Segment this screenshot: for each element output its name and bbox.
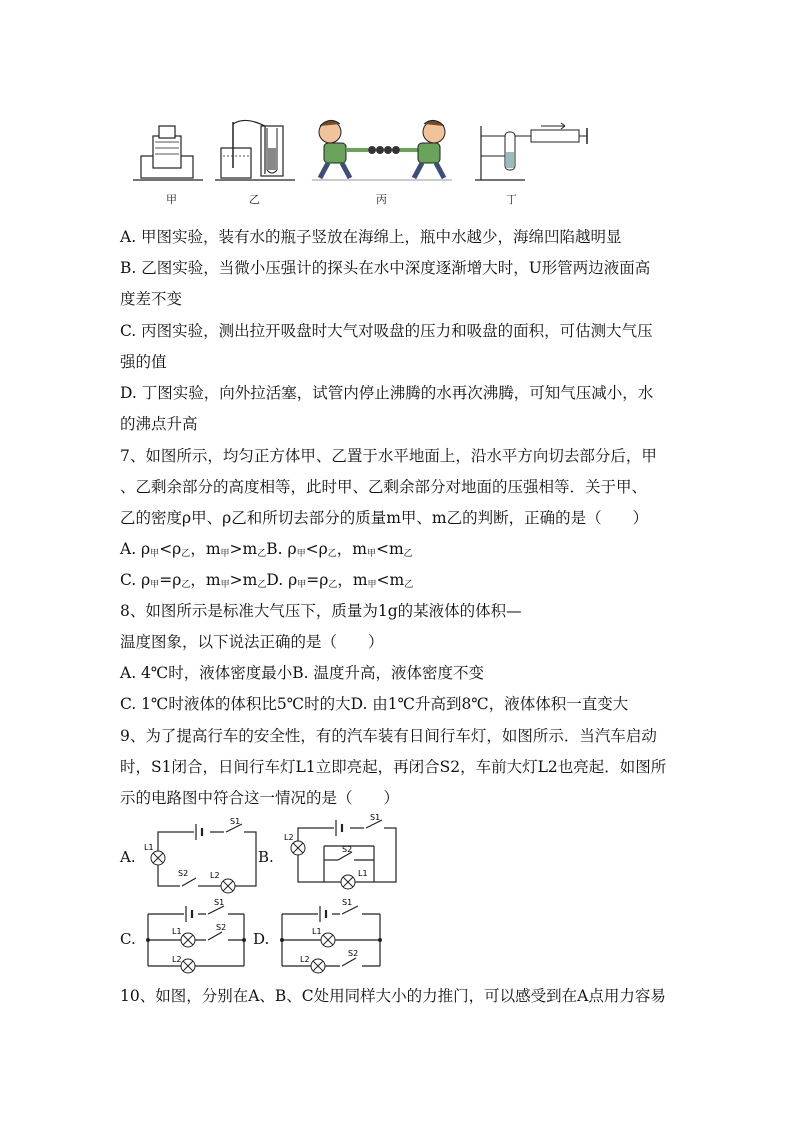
s1-label: S1 (230, 817, 241, 826)
l1-label: L1 (172, 927, 182, 936)
q6-option-d: D. 丁图实验，向外拉活塞，试管内停止沸腾的水再次沸腾，可知气压减小，水 (120, 384, 654, 402)
q7-stem-1: 7、如图所示，均匀正方体甲、乙置于水平地面上，沿水平方向切去部分后，甲 (120, 447, 657, 465)
s2-label: S2 (342, 845, 353, 854)
q9-circuit-a (144, 817, 264, 890)
s1-label: S1 (214, 898, 225, 907)
l2-label: L2 (284, 833, 294, 842)
q9-stem-1: 9、为了提高行车的安全性，有的汽车装有日间行车灯，如图所示．当汽车启动 (120, 727, 657, 745)
q9-option-d-label: D. (253, 930, 270, 948)
figure-label-ding: 丁 (506, 193, 517, 206)
q6-option-b: B. 乙图实验，当微小压强计的探头在水中深度逐渐增大时，U形管两边液面高 (120, 259, 651, 277)
q6-option-b-cont: 度差不变 (120, 290, 183, 308)
q9-stem-3: 示的电路图中符合这一情况的是（ ） (120, 789, 400, 807)
q9-circuit-d (278, 900, 388, 972)
q8-stem-1: 8、如图所示是标准大气压下，质量为1g的某液体的体积— (120, 602, 522, 620)
figure-label-yi: 乙 (249, 193, 260, 206)
l1-label: L1 (144, 843, 154, 852)
s2-label: S2 (216, 923, 227, 932)
figure-ding-syringe-boiling (475, 118, 590, 182)
q6-option-a: A. 甲图实验，装有水的瓶子竖放在海绵上，瓶中水越少，海绵凹陷越明显 (120, 228, 622, 246)
q9-circuit-c (144, 900, 254, 972)
figure-bing-suction-cup-pull (312, 116, 452, 182)
q9-stem-2: 时，S1闭合，日间行车灯L1立即亮起，再闭合S2，车前大灯L2也亮起．如图所 (120, 758, 667, 776)
q7-stem-2: 、乙剩余部分的高度相等，此时甲、乙剩余部分对地面的压强相等．关于甲、 (120, 478, 648, 496)
q7-stem-3: 乙的密度ρ甲、ρ乙和所切去部分的质量m甲、m乙的判断，正确的是（ ） (120, 509, 649, 527)
l2-label: L2 (172, 955, 182, 964)
q8-stem-2: 温度图象，以下说法正确的是（ ） (120, 633, 384, 651)
l2-label: L2 (210, 871, 220, 880)
figure-yi-pressure-gauge (215, 118, 295, 182)
q6-option-c-cont: 强的值 (120, 353, 167, 371)
l1-label: L1 (312, 927, 322, 936)
q7-options-cd: C. $\rho_甲=\rho_乙$，$m_甲>m_乙D$. $\rho_甲=\rho_乙$，$m_甲<m_乙$ (120, 571, 414, 590)
q9-option-a-label: A. (120, 848, 136, 866)
q10-stem-1: 10、如图，分别在A、B、C处用同样大小的力推门，可以感受到在A点用力容易 (120, 987, 666, 1005)
l1-label: L1 (358, 869, 368, 878)
q9-circuit-b (284, 813, 404, 886)
s1-label: S1 (370, 813, 381, 822)
q6-option-c: C. 丙图实验，测出拉开吸盘时大气对吸盘的压力和吸盘的面积，可估测大气压 (120, 322, 653, 340)
s1-label: S1 (342, 898, 353, 907)
figure-label-jia: 甲 (166, 193, 177, 206)
q8-options-ab: A. 4℃时，液体密度最小B. 温度升高，液体密度不变 (120, 664, 484, 682)
s2-label: S2 (348, 949, 359, 958)
q6-option-d-cont: 的沸点升高 (120, 415, 198, 433)
q9-option-c-label: C. (120, 930, 136, 948)
q8-options-cd: C. 1℃时液体的体积比5℃时的大D. 由1℃升高到8℃，液体体积一直变大 (120, 695, 629, 713)
figure-jia-bottle-on-sponge (133, 122, 203, 182)
l2-label: L2 (300, 955, 310, 964)
q7-options-ab: A. $\rho_甲<\rho_乙$，$m_甲>m_乙B$. $\rho_甲<\rho_乙$，$m_甲<m_乙$ (120, 540, 413, 559)
s2-label: S2 (178, 869, 189, 878)
q9-option-b-label: B. (258, 848, 274, 866)
figure-label-bing: 丙 (376, 193, 387, 206)
